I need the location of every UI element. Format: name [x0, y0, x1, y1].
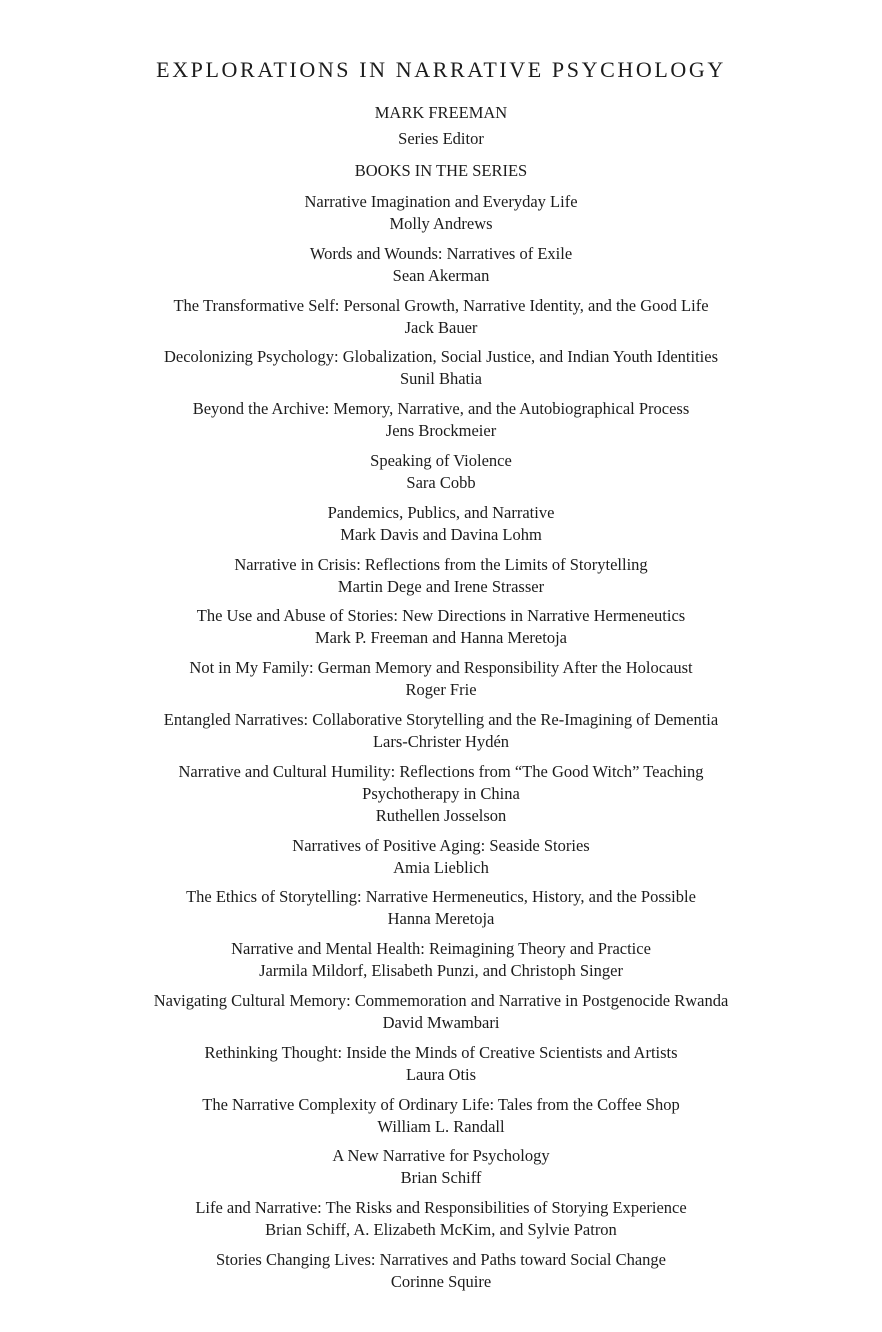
book-author: Sunil Bhatia: [399, 369, 483, 389]
book-entry: [0, 709, 882, 753]
book-entry: [0, 398, 882, 442]
book-entry: [0, 295, 882, 339]
book-title: Narratives of Positive Aging: Seaside Stories: [292, 835, 590, 855]
book-author: Jack Bauer: [404, 317, 478, 337]
book-entry: [0, 554, 882, 598]
book-author: Hanna Meretoja: [387, 909, 495, 929]
book-title: The Ethics of Storytelling: Narrative Hermeneutics, History, and the Possible: [186, 887, 696, 907]
book-entry: [0, 502, 882, 546]
book-author: David Mwambari: [382, 1012, 500, 1032]
series-title: EXPLORATIONS IN NARRATIVE PSYCHOLOGY: [156, 57, 726, 82]
book-author: Corinne Squire: [390, 1271, 492, 1291]
book-title: The Narrative Complexity of Ordinary Life: Tales from the Coffee Shop: [202, 1094, 680, 1114]
book-entry: [0, 657, 882, 701]
book-author: Lars-Christer Hydén: [372, 731, 510, 751]
book-entry: [0, 450, 882, 494]
book-entry: [0, 243, 882, 287]
book-author: Jens Brockmeier: [385, 421, 497, 441]
book-title: A New Narrative for Psychology: [332, 1146, 550, 1166]
book-author: Jarmila Mildorf, Elisabeth Punzi, and Christoph Singer: [259, 961, 623, 981]
book-author: Sean Akerman: [392, 265, 490, 285]
book-title: Narrative in Crisis: Reflections from the Limits of Storytelling: [234, 554, 648, 574]
book-author: Ruthellen Josselson: [375, 805, 507, 825]
book-author: William L. Randall: [377, 1116, 505, 1136]
book-title: The Use and Abuse of Stories: New Directions in Narrative Hermeneutics: [196, 606, 686, 626]
book-entry: [0, 938, 882, 982]
book-title: Not in My Family: German Memory and Responsibility After the Holocaust: [189, 658, 693, 678]
book-title: Life and Narrative: The Risks and Responsibilities of Storying Experience: [195, 1198, 687, 1218]
book-title: Stories Changing Lives: Narratives and Paths toward Social Change: [216, 1249, 666, 1269]
book-entry: [0, 605, 882, 649]
book-author: Sara Cobb: [406, 472, 476, 492]
book-entry: [0, 990, 882, 1034]
book-entry: [0, 835, 882, 879]
book-title: Narrative and Cultural Humility: Reflections from “The Good Witch” Teaching Psychotherapy in China: [178, 761, 704, 803]
book-title: Narrative Imagination and Everyday Life: [304, 192, 578, 211]
book-title: Decolonizing Psychology: Globalization, Social Justice, and Indian Youth Identities: [163, 347, 719, 367]
book-entry: [0, 1094, 882, 1138]
book-author: Molly Andrews: [389, 214, 493, 233]
book-author: Brian Schiff: [400, 1168, 482, 1188]
book-author: Mark Davis and Davina Lohm: [340, 524, 542, 544]
book-entry: [0, 1197, 882, 1241]
book-title: Narrative and Mental Health: Reimagining Theory and Practice: [231, 939, 651, 959]
book-entry: [0, 761, 882, 827]
book-title: Words and Wounds: Narratives of Exile: [309, 243, 573, 263]
book-entry: [0, 886, 882, 930]
book-title: Beyond the Archive: Memory, Narrative, and the Autobiographical Process: [192, 399, 690, 419]
book-title: Speaking of Violence: [370, 450, 512, 470]
book-entry: [0, 191, 882, 235]
book-entry: [0, 1249, 882, 1293]
book-author: Martin Dege and Irene Strasser: [337, 576, 545, 596]
book-title: The Transformative Self: Personal Growth, Narrative Identity, and the Good Life: [173, 295, 709, 315]
book-entry: [0, 1042, 882, 1086]
book-author: Roger Frie: [405, 680, 477, 700]
books-in-series-heading: BOOKS IN THE SERIES: [354, 161, 528, 180]
book-author: Mark P. Freeman and Hanna Meretoja: [314, 628, 567, 648]
book-title: Pandemics, Publics, and Narrative: [327, 502, 555, 522]
book-author: Laura Otis: [405, 1064, 477, 1084]
book-title: Entangled Narratives: Collaborative Storytelling and the Re-Imagining of Dementia: [163, 709, 719, 729]
book-entry: [0, 1145, 882, 1189]
series-editor-name: MARK FREEMAN: [374, 103, 508, 122]
book-title: Navigating Cultural Memory: Commemoration and Narrative in Postgenocide Rwanda: [153, 990, 729, 1010]
book-author: Amia Lieblich: [393, 857, 489, 877]
book-author: Brian Schiff, A. Elizabeth McKim, and Sylvie Patron: [265, 1220, 617, 1240]
book-list: [0, 191, 882, 1301]
book-entry: [0, 346, 882, 390]
series-editor-role: Series Editor: [398, 129, 484, 148]
book-title: Rethinking Thought: Inside the Minds of Creative Scientists and Artists: [204, 1042, 678, 1062]
